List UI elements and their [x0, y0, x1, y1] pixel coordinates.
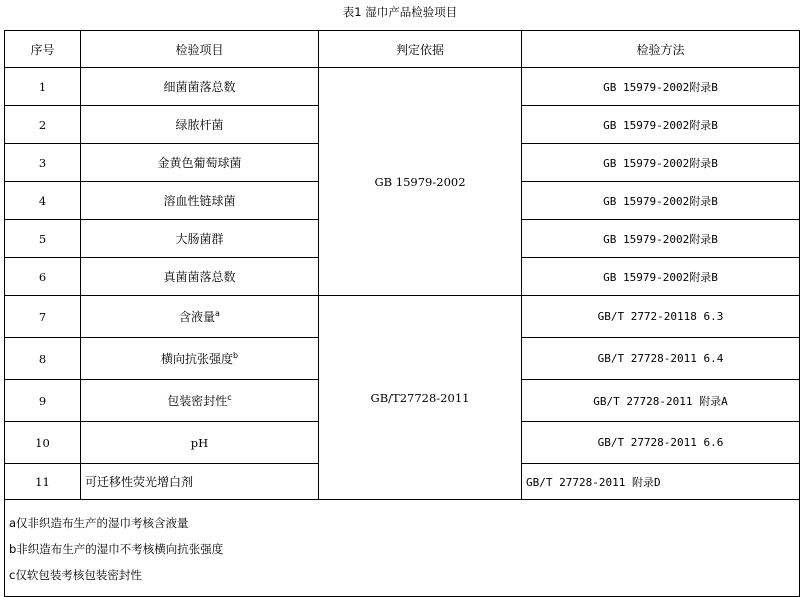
row-method: GB/T 27728-2011 6.6 — [522, 422, 800, 464]
row-item — [81, 296, 319, 338]
row-method: GB/T 27728-2011 附录D — [522, 464, 800, 500]
row-no: 8 — [5, 338, 81, 380]
row-no: 7 — [5, 296, 81, 338]
row-no: 4 — [5, 182, 81, 220]
row-no: 1 — [5, 68, 81, 106]
row-item: 细菌菌落总数 — [81, 68, 319, 106]
row-item: 可迁移性荧光增白剂 — [81, 464, 319, 500]
row-method: GB 15979-2002附录B — [522, 68, 800, 106]
row-method: GB 15979-2002附录B — [522, 144, 800, 182]
header-basis: 判定依据 — [319, 31, 522, 68]
row-item-label: 含液量 — [179, 310, 216, 324]
note-a: a仅非织造布生产的湿巾考核含液量 — [9, 516, 189, 530]
notes-row — [5, 500, 800, 597]
row-item: 真菌菌落总数 — [81, 258, 319, 296]
header-method: 检验方法 — [522, 31, 800, 68]
row-method: GB/T 27728-2011 附录A — [522, 380, 800, 422]
note-b: b非织造布生产的湿巾不考核横向抗张强度 — [9, 542, 224, 556]
row-no: 10 — [5, 422, 81, 464]
header-no: 序号 — [5, 31, 81, 68]
row-item: 大肠菌群 — [81, 220, 319, 258]
row-no: 5 — [5, 220, 81, 258]
row-no: 2 — [5, 106, 81, 144]
note-c: c仅软包装考核包装密封性 — [9, 568, 142, 582]
inspection-table — [4, 30, 800, 597]
row-method: GB 15979-2002附录B — [522, 106, 800, 144]
row-item-label: 横向抗张强度 — [160, 352, 233, 366]
basis-cell-group-2: GB/T27728-2011 — [319, 296, 522, 500]
row-method: GB/T 27728-2011 6.4 — [522, 338, 800, 380]
row-item — [81, 338, 319, 380]
footnote-marker: a — [215, 309, 220, 318]
table-row — [5, 68, 800, 106]
row-method: GB 15979-2002附录B — [522, 182, 800, 220]
footnote-marker: b — [232, 351, 239, 360]
basis-cell-group-1: GB 15979-2002 — [319, 68, 522, 296]
row-no: 11 — [5, 464, 81, 500]
footnote-marker: c — [227, 393, 232, 402]
row-item-label: 包装密封性 — [167, 394, 228, 408]
header-row — [5, 31, 800, 68]
row-no: 9 — [5, 380, 81, 422]
row-item: 绿脓杆菌 — [81, 106, 319, 144]
row-method: GB/T 2772-20118 6.3 — [522, 296, 800, 338]
row-method: GB 15979-2002附录B — [522, 258, 800, 296]
notes-cell — [5, 500, 800, 597]
row-no: 3 — [5, 144, 81, 182]
row-method: GB 15979-2002附录B — [522, 220, 800, 258]
row-item: 金黄色葡萄球菌 — [81, 144, 319, 182]
row-item: 溶血性链球菌 — [81, 182, 319, 220]
row-no: 6 — [5, 258, 81, 296]
row-item — [81, 380, 319, 422]
table-row — [5, 296, 800, 338]
header-item: 检验项目 — [81, 31, 319, 68]
table-caption: 表1 湿巾产品检验项目 — [342, 5, 458, 19]
row-item: pH — [81, 422, 319, 464]
